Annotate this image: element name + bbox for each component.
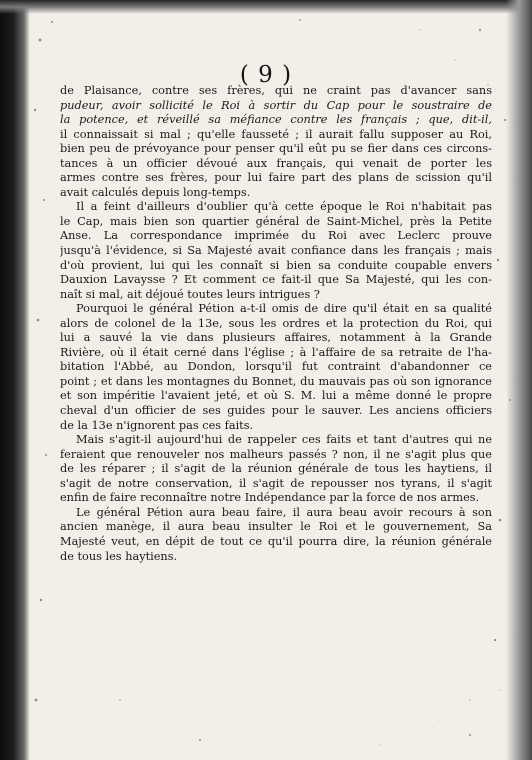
paragraph-4 — [60, 433, 492, 506]
paragraph-3 — [60, 302, 492, 433]
text-line: cheval d'un officier de ses guides pour le sauver. Les anciens officiers — [60, 404, 492, 418]
text-line: enfin de faire reconnaître notre Indépendance par la force de nos armes. — [60, 491, 480, 505]
document-body — [60, 84, 492, 564]
text-line: tances à un officier dévoué aux français, qui venait de porter les — [60, 156, 492, 170]
scan-edge-left — [0, 0, 30, 760]
scan-edge-top — [0, 0, 532, 14]
text-line: lui a sauvé la vie dans plusieurs affaires, notamment à la Grande — [60, 331, 492, 345]
text-line: Majesté veut, en dépit de tout ce qu'il pourra dire, la réunion générale — [60, 534, 492, 548]
text-line: Rivière, où il était cerné dans l'église ; à l'affaire de sa retraite de l'ha- — [60, 345, 492, 359]
paragraph-5 — [60, 506, 492, 564]
text-line: jusqu'à l'évidence, si Sa Majesté avait confiance dans les français ; mais — [60, 244, 492, 258]
text-line: et son impéritie l'avaient jeté, et où S. M. lui a même donné le propre — [60, 389, 492, 403]
text-line: Pourquoi le général Pétion a-t-il omis de dire qu'il était en sa qualité — [76, 302, 492, 316]
text-line: Il a feint d'ailleurs d'oublier qu'à cette époque le Roi n'habitait pas — [76, 200, 492, 214]
text-line: de Plaisance, contre ses frères, qui ne craint pas d'avancer sans — [60, 84, 492, 97]
text-line: Mais s'agit-il aujourd'hui de rappeler ces faits et tant d'autres qui ne — [76, 433, 492, 447]
text-line: feraient que renouveler nos malheurs passés ? non, il ne s'agit plus que — [60, 447, 492, 461]
text-line: pudeur, avoir sollicité le Roi à sortir du Cap pour le soustraire de — [60, 98, 492, 112]
text-line: avait calculés depuis long-temps. — [60, 185, 251, 199]
paragraph-1 — [60, 84, 492, 200]
text-line: d'où provient, lui qui les connaît si bien sa conduite coupable envers — [60, 258, 492, 272]
text-line: de les réparer ; il s'agit de la réunion générale de tous les haytiens, il — [60, 462, 492, 476]
text-line: Dauxion Lavaysse ? Et comment ce fait-il que Sa Majesté, qui les con- — [60, 273, 492, 287]
text-line: point ; et dans les montagnes du Bonnet, du mauvais pas où son ignorance — [60, 374, 492, 388]
text-line: de tous les haytiens. — [60, 549, 178, 563]
text-line: bitation l'Abbé, au Dondon, lorsqu'il fut contraint d'abandonner ce — [60, 360, 492, 374]
text-line: naît si mal, ait déjoué toutes leurs intrigues ? — [60, 287, 320, 301]
text-line: le Cap, mais bien son quartier général de Saint-Michel, près la Petite — [60, 214, 492, 228]
text-line: armes contre ses frères, pour lui faire part des plans de scission qu'il — [60, 171, 492, 185]
text-line: s'agit de notre conservation, il s'agit de repousser nos tyrans, il s'agit — [60, 476, 492, 490]
scan-edge-right — [506, 0, 532, 760]
text-line: Le général Pétion aura beau faire, il aura beau avoir recours à son — [76, 505, 492, 519]
text-line: bien peu de prévoyance pour penser qu'il eût pu se fier dans ces circons- — [60, 142, 492, 156]
page-number: ( 9 ) — [239, 62, 293, 88]
text-line: ancien manège, il aura beau insulter le Roi et le gouvernement, Sa — [60, 520, 492, 534]
text-line: il connaissait si mal ; qu'elle fausseté ; il aurait fallu supposer au Roi, — [60, 127, 492, 141]
paragraph-2 — [60, 200, 492, 302]
text-line: de la 13e n'ignorent pas ces faits. — [60, 418, 254, 432]
text-line: alors de colonel de la 13e, sous les ordres et la protection du Roi, qui — [60, 316, 492, 330]
text-line: la potence, et réveillé sa méfiance contre les français ; que, dit-il, — [60, 113, 492, 127]
text-line: Anse. La correspondance imprimée du Roi avec Leclerc prouve — [60, 229, 492, 243]
